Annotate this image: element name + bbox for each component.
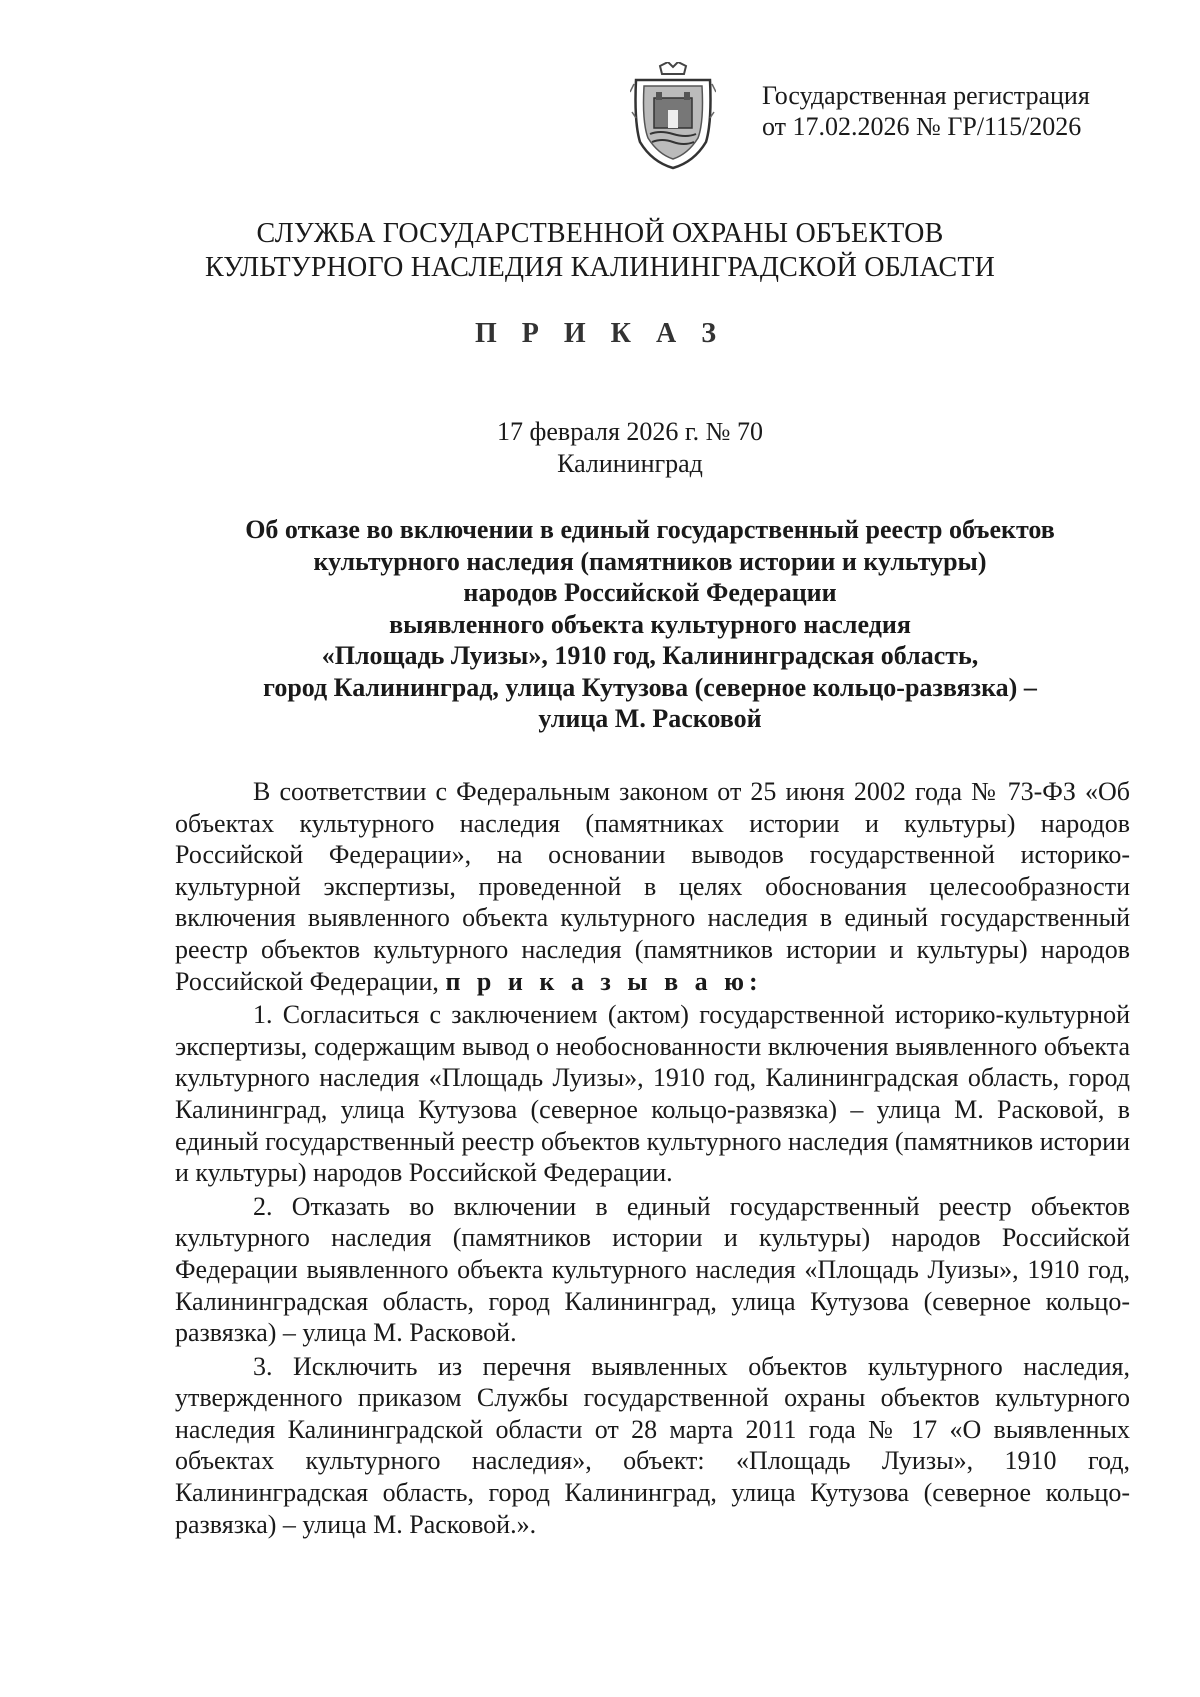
- order-title-line: культурного наследия (памятников истории и культуры): [313, 546, 987, 576]
- order-title-line: Об отказе во включении в единый государственный реестр объектов: [245, 515, 1055, 544]
- order-item-1: 1. Согласиться с заключением (актом) государственной историко-культурной экспертизы, содержащим вывод о необоснованности включения выявленного объекта культурного наследия «Площадь Луизы», 1910 год, Калининградская область, город Калининград, улица Кутузова (северное кольцо-развязка) – улица М. Расковой, в единый государственный реестр объектов культурного наследия (памятников истории и культуры) народов Российской Федерации.: [175, 1000, 1130, 1188]
- order-verb: п р и к а з ы в а ю:: [445, 966, 763, 996]
- order-city: Калининград: [557, 449, 703, 478]
- order-title-line: народов Российской Федерации: [463, 578, 837, 607]
- coat-of-arms-icon: [630, 62, 716, 170]
- order-title-line: выявленного объекта культурного наследия: [389, 609, 911, 639]
- date-and-place: [0, 416, 1200, 480]
- document-type-heading: П Р И К А З: [475, 318, 725, 349]
- preamble-text: В соответствии с Федеральным законом от 25 июня 2002 года № 73-ФЗ «Об объектах культурного наследия (памятниках истории и культуры) народов Российской Федерации», на основании выводов государственной историко-культурной экспертизы, проведенной в целях обоснования целесообразности включения выявленного объекта культурного наследия в единый государственный реестр объектов культурного наследия (памятников истории и культуры) народов Российской Федерации,: [175, 777, 1130, 996]
- order-item-2: 2. Отказать во включении в единый государственный реестр объектов культурного наследия (памятников истории и культуры) народов Российской Федерации выявленного объекта культурного наследия «Площадь Луизы», 1910 год, Калининградская область, город Калининград, улица Кутузова (северное кольцо-развязка) – улица М. Расковой.: [175, 1191, 1130, 1348]
- registration-line-1: Государственная регистрация: [762, 81, 1090, 110]
- order-title: [170, 514, 1130, 735]
- agency-name-line-2: КУЛЬТУРНОГО НАСЛЕДИЯ КАЛИНИНГРАДСКОЙ ОБЛАСТИ: [204, 252, 996, 283]
- preamble-paragraph: [175, 776, 1130, 997]
- agency-name: [0, 217, 1200, 285]
- registration-stamp: [762, 80, 1090, 142]
- agency-name-line-1: СЛУЖБА ГОСУДАРСТВЕННОЙ ОХРАНЫ ОБЪЕКТОВ: [256, 218, 944, 249]
- order-item-3: 3. Исключить из перечня выявленных объектов культурного наследия, утвержденного приказом Службы государственной охраны объектов культурного наследия Калининградской области от 28 марта 2011 года № 17 «О выявленных объектах культурного наследия», объект: «Площадь Луизы», 1910 год, Калининградская область, город Калининград, улица Кутузова (северное кольцо-развязка) – улица М. Расковой.».: [175, 1351, 1130, 1539]
- order-title-line: город Калининград, улица Кутузова (северное кольцо-развязка) –: [263, 672, 1037, 702]
- registration-line-2: от 17.02.2026 № ГР/115/2026: [762, 112, 1082, 141]
- order-body: [175, 776, 1130, 1540]
- order-title-line: улица М. Расковой: [538, 704, 762, 733]
- order-title-line: «Площадь Луизы», 1910 год, Калининградская область,: [321, 641, 979, 670]
- order-date-number: 17 февраля 2026 г. № 70: [497, 417, 763, 446]
